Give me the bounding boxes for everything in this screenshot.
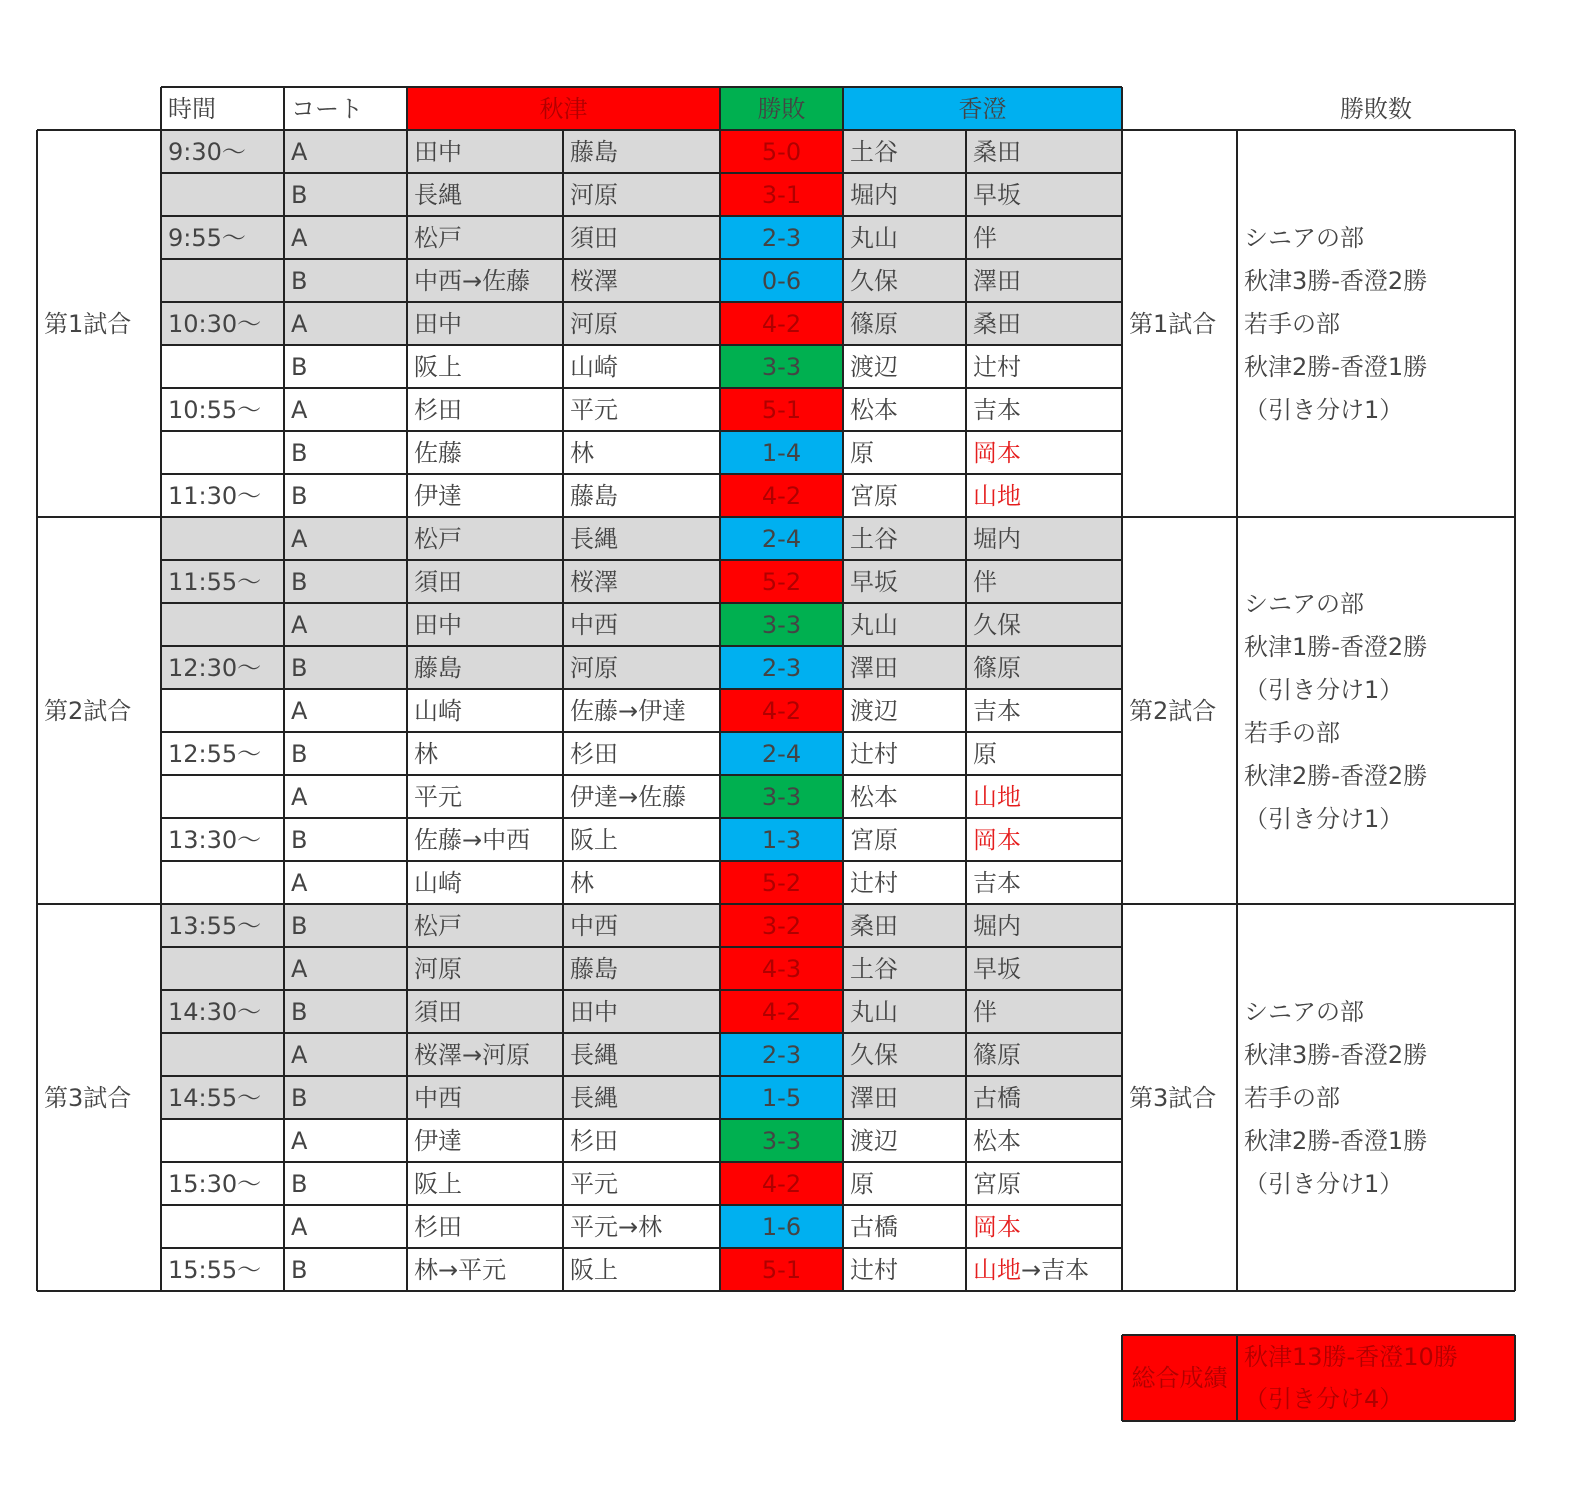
- court-cell: B: [284, 646, 407, 689]
- court-cell: B: [291, 1169, 308, 1198]
- right-player-1: 渡辺: [850, 352, 898, 381]
- right-player-1: 澤田: [843, 1076, 966, 1119]
- left-player-1: 須田: [407, 990, 563, 1033]
- summary-line: 秋津3勝-香澄2勝: [1244, 1041, 1428, 1069]
- summary-line: 秋津3勝-香澄2勝: [1244, 267, 1428, 295]
- score-cell: 1-4: [720, 431, 843, 474]
- right-player-1: 丸山: [843, 990, 966, 1033]
- total-label: 総合成績: [1122, 1335, 1237, 1421]
- header-result: 勝敗: [720, 87, 843, 130]
- court-cell: A: [284, 517, 407, 560]
- h-rule: [161, 645, 1122, 647]
- right-player-2: [966, 1248, 1122, 1291]
- score-cell: 5-2: [720, 861, 843, 904]
- h-rule: [161, 860, 1122, 862]
- time-cell: 13:30～: [168, 825, 262, 854]
- right-player-2: 山地: [973, 782, 1021, 811]
- time-cell: 14:30～: [161, 990, 284, 1033]
- left-player-2: 杉田: [570, 1126, 618, 1155]
- time-cell: [161, 259, 284, 302]
- score-cell: 5-1: [720, 388, 843, 431]
- right-player-2: 松本: [973, 1126, 1021, 1155]
- right-player-1: 辻村: [850, 1255, 898, 1284]
- left-player-1: 伊達: [414, 1126, 462, 1155]
- left-player-1: 山崎: [414, 868, 462, 897]
- time-cell: 15:30～: [168, 1169, 262, 1198]
- score-cell: 5-2: [720, 560, 843, 603]
- left-player-2: 桜澤: [563, 259, 720, 302]
- score-cell: 4-3: [720, 947, 843, 990]
- summary-line: 若手の部: [1244, 718, 1340, 747]
- left-player-2: 河原: [563, 646, 720, 689]
- right-player-2: 伴: [966, 216, 1122, 259]
- court-cell: B: [284, 173, 407, 216]
- left-player-1: 松戸: [407, 904, 563, 947]
- time-cell: 13:55～: [161, 904, 284, 947]
- left-player-2: 阪上: [570, 825, 618, 854]
- court-cell: A: [291, 395, 308, 424]
- score-cell: 3-3: [720, 775, 843, 818]
- left-player-1: 佐藤→中西: [414, 825, 531, 854]
- h-rule: [161, 774, 1122, 776]
- left-player-2: 平元: [570, 1169, 618, 1198]
- left-player-2: 長縄: [563, 1033, 720, 1076]
- h-rule: [161, 1204, 1122, 1206]
- left-player-1: 田中: [407, 302, 563, 345]
- left-player-2: 須田: [563, 216, 720, 259]
- time-cell: [161, 1033, 284, 1076]
- left-player-1: 河原: [407, 947, 563, 990]
- right-player-1: 澤田: [843, 646, 966, 689]
- right-player-1: 丸山: [843, 603, 966, 646]
- right-player-2: 桑田: [966, 302, 1122, 345]
- right-player-2: 吉本: [973, 696, 1021, 725]
- right-player-1: 辻村: [850, 739, 898, 768]
- left-player-2: 藤島: [570, 481, 618, 510]
- left-player-2: 長縄: [563, 517, 720, 560]
- left-player-2: 阪上: [570, 1255, 618, 1284]
- score-cell: 1-5: [720, 1076, 843, 1119]
- v-rule: [36, 130, 38, 1291]
- h-rule: [1122, 516, 1515, 518]
- left-player-1: 杉田: [414, 395, 462, 424]
- match-label: 第3試合: [44, 1083, 132, 1112]
- v-rule: [1514, 130, 1516, 1291]
- left-player-2: 杉田: [570, 739, 618, 768]
- v-rule: [283, 87, 285, 130]
- left-player-1: 桜澤→河原: [407, 1033, 563, 1076]
- h-rule: [161, 559, 1122, 561]
- summary-line: （引き分け1）: [1244, 1170, 1404, 1198]
- summary-line: （引き分け1）: [1244, 396, 1404, 424]
- court-cell: A: [291, 868, 308, 897]
- left-player-1: 伊達: [414, 481, 462, 510]
- time-cell: 12:30～: [161, 646, 284, 689]
- score-cell: 3-3: [720, 603, 843, 646]
- left-player-2: 林: [570, 438, 594, 467]
- score-cell: 5-0: [720, 130, 843, 173]
- right-player-1: 古橋: [850, 1212, 898, 1241]
- summary-line: 若手の部: [1244, 1084, 1340, 1112]
- court-cell: A: [284, 947, 407, 990]
- header-tally: 勝敗数: [1340, 94, 1412, 123]
- v-rule: [1236, 1335, 1238, 1421]
- v-rule: [1121, 1335, 1123, 1421]
- time-cell: [161, 517, 284, 560]
- right-player-2-substitute: →吉本: [1021, 1255, 1090, 1284]
- court-cell: B: [284, 1076, 407, 1119]
- time-cell: 11:55～: [161, 560, 284, 603]
- h-rule: [161, 258, 1122, 260]
- right-player-2: 岡本: [973, 825, 1021, 854]
- h-rule: [161, 946, 1122, 948]
- time-cell: 9:55～: [161, 216, 284, 259]
- h-rule: [161, 516, 1122, 518]
- left-player-1: 杉田: [414, 1212, 462, 1241]
- left-player-2: 河原: [563, 173, 720, 216]
- h-rule: [161, 903, 1122, 905]
- h-rule: [161, 172, 1122, 174]
- h-rule: [161, 1290, 1122, 1292]
- h-rule: [161, 602, 1122, 604]
- left-player-1: 松戸: [407, 517, 563, 560]
- summary-line: （引き分け1）: [1244, 675, 1404, 704]
- score-cell: 4-2: [720, 689, 843, 732]
- left-player-1: 林→平元: [414, 1255, 507, 1284]
- left-player-2: 佐藤→伊達: [570, 696, 687, 725]
- h-rule: [161, 731, 1122, 733]
- right-player-1: 宮原: [850, 825, 898, 854]
- left-player-1: 中西→佐藤: [407, 259, 563, 302]
- court-cell: A: [284, 216, 407, 259]
- h-rule: [37, 903, 161, 905]
- right-player-2: 篠原: [966, 1033, 1122, 1076]
- v-rule: [965, 130, 967, 1291]
- total-value-box: [1237, 1335, 1515, 1421]
- h-rule: [161, 989, 1122, 991]
- summary-line: 秋津2勝-香澄1勝: [1244, 353, 1428, 381]
- right-player-1: 渡辺: [850, 696, 898, 725]
- h-rule: [161, 86, 1122, 88]
- v-rule: [842, 87, 844, 130]
- left-player-1: 阪上: [414, 352, 462, 381]
- v-rule: [1236, 130, 1238, 1291]
- score-cell: 3-3: [720, 1119, 843, 1162]
- h-rule: [37, 1290, 161, 1292]
- time-cell: 14:55～: [161, 1076, 284, 1119]
- h-rule: [161, 817, 1122, 819]
- summary-line: 秋津1勝-香澄2勝: [1244, 632, 1428, 661]
- h-rule: [161, 344, 1122, 346]
- time-cell: 10:30～: [161, 302, 284, 345]
- score-cell: 4-2: [720, 302, 843, 345]
- time-cell: [161, 603, 284, 646]
- right-player-2: 桑田: [966, 130, 1122, 173]
- court-cell: A: [291, 1212, 308, 1241]
- score-cell: 2-4: [720, 517, 843, 560]
- court-cell: B: [291, 825, 308, 854]
- left-player-2: 河原: [563, 302, 720, 345]
- right-player-1: 土谷: [843, 947, 966, 990]
- time-cell: [161, 947, 284, 990]
- left-player-2: 平元→林: [570, 1212, 663, 1241]
- left-player-1: 中西: [407, 1076, 563, 1119]
- total-line-2: （引き分け4）: [1244, 1385, 1404, 1413]
- summary-line: 秋津2勝-香澄1勝: [1244, 1127, 1428, 1155]
- h-rule: [37, 129, 161, 131]
- court-cell: A: [291, 696, 308, 725]
- right-player-1: 渡辺: [850, 1126, 898, 1155]
- right-player-2: 堀内: [966, 904, 1122, 947]
- left-player-2: 藤島: [563, 130, 720, 173]
- header-team-left: 秋津: [407, 87, 720, 130]
- court-cell: B: [291, 739, 308, 768]
- left-player-1: 松戸: [407, 216, 563, 259]
- right-player-1: 原: [850, 1169, 874, 1198]
- score-cell: 3-2: [720, 904, 843, 947]
- h-rule: [37, 516, 161, 518]
- right-player-1: 桑田: [843, 904, 966, 947]
- h-rule: [161, 1161, 1122, 1163]
- right-player-1: 松本: [850, 782, 898, 811]
- v-rule: [1121, 130, 1123, 1291]
- h-rule: [1122, 1420, 1515, 1422]
- h-rule: [161, 387, 1122, 389]
- score-cell: 1-6: [720, 1205, 843, 1248]
- time-cell: 11:30～: [168, 481, 262, 510]
- header-team-right: 香澄: [843, 87, 1122, 130]
- right-player-1: 宮原: [850, 481, 898, 510]
- right-player-2: 伴: [966, 560, 1122, 603]
- score-cell: 3-3: [720, 345, 843, 388]
- right-player-2: 早坂: [966, 173, 1122, 216]
- v-rule: [719, 130, 721, 1291]
- match-label-right: 第3試合: [1129, 1083, 1217, 1112]
- left-player-2: 田中: [563, 990, 720, 1033]
- v-rule: [719, 87, 721, 130]
- h-rule: [1122, 903, 1515, 905]
- score-cell: 3-1: [720, 173, 843, 216]
- match-label: 第2試合: [44, 696, 132, 725]
- time-cell: [161, 861, 284, 904]
- right-player-1: 土谷: [843, 130, 966, 173]
- court-cell: A: [291, 1126, 308, 1155]
- h-rule: [161, 688, 1122, 690]
- right-player-1: 辻村: [850, 868, 898, 897]
- right-player-2: 岡本: [973, 1212, 1021, 1241]
- h-rule: [161, 1032, 1122, 1034]
- summary-line: 秋津2勝-香澄2勝: [1244, 761, 1428, 790]
- left-player-1: 阪上: [414, 1169, 462, 1198]
- court-cell: A: [284, 603, 407, 646]
- court-cell: B: [284, 560, 407, 603]
- h-rule: [161, 473, 1122, 475]
- left-player-2: 藤島: [563, 947, 720, 990]
- right-player-1: 堀内: [843, 173, 966, 216]
- right-player-2: 堀内: [966, 517, 1122, 560]
- score-cell: 4-2: [720, 474, 843, 517]
- h-rule: [1122, 129, 1515, 131]
- time-cell: [161, 775, 284, 818]
- h-rule: [161, 215, 1122, 217]
- left-player-1: 田中: [407, 603, 563, 646]
- left-player-2: 長縄: [563, 1076, 720, 1119]
- left-player-1: 田中: [407, 130, 563, 173]
- match-label-right: 第2試合: [1129, 696, 1217, 725]
- right-player-2: 吉本: [973, 868, 1021, 897]
- time-cell: [161, 689, 284, 732]
- court-cell: A: [284, 1033, 407, 1076]
- left-player-2: 桜澤: [563, 560, 720, 603]
- right-player-2: 篠原: [966, 646, 1122, 689]
- right-player-1: 丸山: [843, 216, 966, 259]
- time-cell: 12:55～: [168, 739, 262, 768]
- right-player-1: 久保: [843, 259, 966, 302]
- score-cell: 5-1: [720, 1248, 843, 1291]
- match-label-right: 第1試合: [1129, 309, 1217, 338]
- right-player-2: 宮原: [973, 1169, 1021, 1198]
- v-rule: [283, 130, 285, 1291]
- right-player-2: 吉本: [973, 395, 1021, 424]
- right-player-1: 篠原: [843, 302, 966, 345]
- left-player-1: 藤島: [407, 646, 563, 689]
- v-rule: [1121, 87, 1123, 130]
- right-player-2: 早坂: [966, 947, 1122, 990]
- right-player-1: 土谷: [843, 517, 966, 560]
- score-cell: 2-3: [720, 646, 843, 689]
- summary-line: （引き分け1）: [1244, 804, 1404, 833]
- v-rule: [842, 130, 844, 1291]
- right-player-2: 原: [973, 739, 997, 768]
- v-rule: [160, 87, 162, 130]
- left-player-2: 平元: [570, 395, 618, 424]
- left-player-1: 佐藤: [414, 438, 462, 467]
- left-player-1: 山崎: [414, 696, 462, 725]
- left-player-2: 林: [570, 868, 594, 897]
- time-cell: [161, 1205, 284, 1248]
- right-player-1: 久保: [843, 1033, 966, 1076]
- right-player-2: 岡本: [973, 438, 1021, 467]
- h-rule: [161, 430, 1122, 432]
- court-cell: A: [291, 782, 308, 811]
- court-cell: B: [284, 904, 407, 947]
- time-cell: [161, 1119, 284, 1162]
- court-cell: B: [291, 438, 308, 467]
- h-rule: [161, 1075, 1122, 1077]
- left-player-1: 林: [414, 739, 438, 768]
- right-player-1: 松本: [850, 395, 898, 424]
- court-cell: A: [284, 130, 407, 173]
- right-player-2: 澤田: [966, 259, 1122, 302]
- time-cell: [161, 173, 284, 216]
- left-player-2: 山崎: [570, 352, 618, 381]
- right-player-1: 原: [850, 438, 874, 467]
- score-cell: 4-2: [720, 990, 843, 1033]
- v-rule: [406, 130, 408, 1291]
- v-rule: [160, 130, 162, 1291]
- h-rule: [1122, 1290, 1515, 1292]
- header-time: 時間: [168, 94, 216, 123]
- summary-line: シニアの部: [1244, 589, 1364, 618]
- h-rule: [161, 1118, 1122, 1120]
- left-player-2: 中西: [563, 603, 720, 646]
- summary-line: シニアの部: [1244, 998, 1364, 1026]
- left-player-2: 中西: [563, 904, 720, 947]
- header-court: コート: [291, 94, 363, 123]
- total-line-1: 秋津13勝-香澄10勝: [1244, 1343, 1458, 1371]
- court-cell: B: [291, 481, 308, 510]
- right-player-2-original: 山地: [973, 1255, 1021, 1284]
- right-player-2: 山地: [973, 481, 1021, 510]
- right-player-2: 久保: [966, 603, 1122, 646]
- score-cell: 0-6: [720, 259, 843, 302]
- v-rule: [562, 130, 564, 1291]
- summary-line: シニアの部: [1244, 224, 1364, 252]
- court-cell: A: [284, 302, 407, 345]
- time-cell: [161, 345, 284, 388]
- score-cell: 2-3: [720, 216, 843, 259]
- court-cell: B: [284, 990, 407, 1033]
- score-cell: 4-2: [720, 1162, 843, 1205]
- right-player-2: 伴: [966, 990, 1122, 1033]
- right-player-1: 早坂: [843, 560, 966, 603]
- v-rule: [1514, 1335, 1516, 1421]
- left-player-1: 須田: [407, 560, 563, 603]
- time-cell: [161, 431, 284, 474]
- court-cell: B: [284, 259, 407, 302]
- left-player-1: 平元: [414, 782, 462, 811]
- court-cell: B: [291, 1255, 308, 1284]
- court-cell: B: [291, 352, 308, 381]
- v-rule: [406, 87, 408, 130]
- score-cell: 2-3: [720, 1033, 843, 1076]
- match-label: 第1試合: [44, 309, 132, 338]
- left-player-2: 伊達→佐藤: [570, 782, 687, 811]
- right-player-2: 辻村: [973, 352, 1021, 381]
- right-player-2: 古橋: [966, 1076, 1122, 1119]
- h-rule: [161, 1247, 1122, 1249]
- h-rule: [161, 301, 1122, 303]
- left-player-1: 長縄: [407, 173, 563, 216]
- score-cell: 1-3: [720, 818, 843, 861]
- summary-line: 若手の部: [1244, 310, 1340, 338]
- score-cell: 2-4: [720, 732, 843, 775]
- time-cell: 10:55～: [168, 395, 262, 424]
- time-cell: 9:30～: [161, 130, 284, 173]
- time-cell: 15:55～: [168, 1255, 262, 1284]
- h-rule: [1122, 1334, 1515, 1336]
